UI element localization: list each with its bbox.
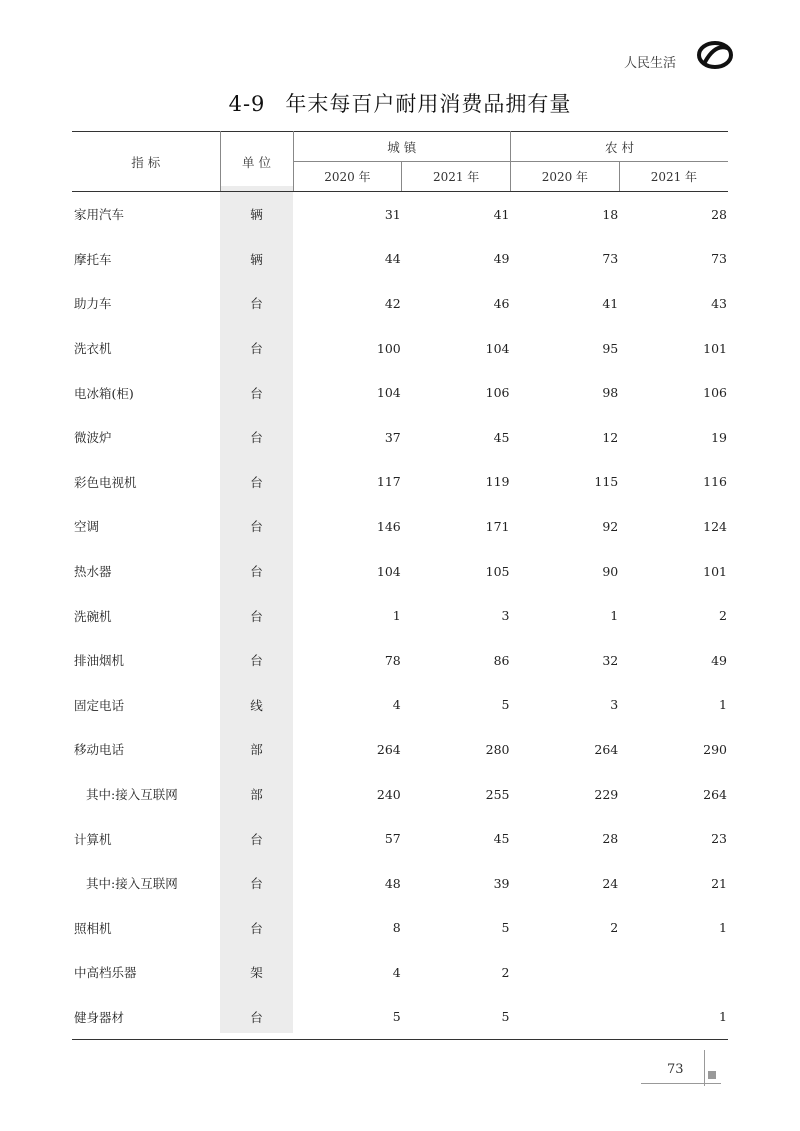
cell-rural-2021: 21 [711,875,727,891]
cell-rural-2021: 2 [719,608,727,624]
cell-rural-2021: 101 [703,340,727,356]
table-title [0,88,800,118]
row-indicator: 计算机 [74,831,112,847]
cell-urban-2020: 42 [384,295,401,311]
cell-urban-2021: 5 [501,697,510,713]
cell-rural-2021: 43 [711,295,727,311]
table-row [72,281,728,326]
row-indicator: 洗衣机 [74,341,112,357]
header-urban: 城 镇 [293,132,511,162]
table-row [72,504,728,549]
cell-rural-2021: 290 [703,741,727,757]
cell-urban-2021: 49 [493,251,510,267]
cell-urban-2020: 57 [384,831,401,847]
row-indicator: 其中:接入互联网 [86,787,178,803]
table-title-text: 年末每百户耐用消费品拥有量 [285,92,572,116]
table-row [72,995,728,1040]
cell-urban-2020: 78 [384,652,401,668]
cell-urban-2021: 45 [493,429,510,445]
cell-rural-2020: 115 [594,474,619,490]
cell-rural-2020: 41 [602,295,619,311]
cell-urban-2021: 105 [485,563,510,579]
cell-rural-2021: 19 [711,429,727,445]
cell-rural-2020: 12 [602,429,619,445]
cell-urban-2021: 3 [501,608,510,624]
row-indicator: 彩色电视机 [74,474,137,490]
table-row [72,906,728,951]
row-indicator: 移动电话 [74,742,125,758]
cell-urban-2020: 4 [392,697,401,713]
section-label: 人民生活 [624,56,677,71]
cell-urban-2020: 264 [376,741,401,757]
cell-urban-2021: 86 [493,652,510,668]
cell-urban-2021: 46 [493,295,510,311]
row-unit: 台 [250,653,263,669]
cell-urban-2020: 146 [376,518,401,534]
cell-urban-2021: 255 [485,786,510,802]
row-unit: 辆 [250,207,263,223]
table-row [72,549,728,594]
row-unit: 台 [250,474,263,490]
header-rural-2020: 2020 年 [511,162,620,192]
row-indicator: 空调 [74,519,100,535]
cell-rural-2020: 95 [602,340,619,356]
row-indicator: 中高档乐器 [74,965,137,981]
row-indicator: 排油烟机 [74,653,125,669]
row-indicator: 家用汽车 [74,207,125,223]
cell-rural-2020: 28 [602,831,619,847]
cell-rural-2020 [511,995,620,1040]
table-row [72,326,728,371]
row-unit: 部 [250,742,263,758]
cell-rural-2021: 1 [619,995,728,1040]
cell-urban-2020: 44 [384,251,401,267]
cell-urban-2021: 5 [402,995,511,1040]
footer-square-mark [708,1071,716,1079]
page-number: 73 [667,1062,684,1077]
cell-rural-2020: 229 [594,786,619,802]
cell-urban-2020: 31 [384,206,401,222]
cell-rural-2021: 28 [711,206,727,222]
cell-urban-2020: 4 [392,964,401,980]
cell-rural-2021: 116 [703,474,727,490]
table-number: 4-9 [228,92,266,116]
cell-urban-2020: 104 [376,385,401,401]
cell-urban-2020: 8 [392,920,401,936]
cell-rural-2021: 73 [711,251,727,267]
cell-rural-2021: 124 [703,518,727,534]
row-indicator: 健身器材 [72,995,220,1040]
header-rural: 农 村 [511,132,729,162]
header-indicator: 指 标 [72,132,220,192]
cell-rural-2020: 18 [602,206,619,222]
row-indicator: 其中:接入互联网 [86,876,178,892]
cell-rural-2021 [619,950,728,995]
yearbook-logo-icon [697,40,733,70]
footer-divider-horizontal [641,1083,721,1084]
table-row [72,816,728,861]
row-unit: 台 [250,920,263,936]
row-unit: 辆 [250,251,263,267]
cell-rural-2021: 101 [703,563,727,579]
table-row [72,460,728,505]
table-row [72,370,728,415]
table-row [72,772,728,817]
header-unit: 单 位 [220,132,293,192]
cell-urban-2021: 41 [493,206,510,222]
cell-rural-2020 [511,950,620,995]
table-row [72,727,728,772]
row-indicator: 热水器 [74,564,112,580]
data-table-container [72,131,728,1040]
row-unit: 台 [250,519,263,535]
table-row [72,237,728,282]
cell-rural-2021: 1 [719,920,727,936]
row-unit: 线 [250,697,263,713]
cell-urban-2020: 117 [376,474,401,490]
row-unit: 台 [250,831,263,847]
footer-divider-vertical [704,1050,705,1086]
cell-rural-2020: 264 [594,741,619,757]
cell-urban-2021: 5 [501,920,510,936]
cell-rural-2021: 106 [703,385,727,401]
row-unit: 台 [250,296,263,312]
cell-rural-2020: 1 [610,608,619,624]
table-row [72,950,728,995]
cell-urban-2021: 106 [485,385,510,401]
row-indicator: 微波炉 [74,430,112,446]
row-unit: 台 [250,341,263,357]
row-indicator: 助力车 [74,296,112,312]
cell-urban-2020: 240 [376,786,401,802]
cell-rural-2020: 24 [602,875,619,891]
row-indicator: 摩托车 [74,251,112,267]
cell-rural-2021: 264 [703,786,727,802]
cell-urban-2020: 48 [384,875,401,891]
cell-urban-2021: 104 [485,340,510,356]
cell-urban-2020: 104 [376,563,401,579]
row-indicator: 照相机 [74,920,112,936]
table-row [72,861,728,906]
cell-rural-2020: 92 [602,518,619,534]
cell-urban-2021: 39 [493,875,510,891]
cell-urban-2020: 1 [392,608,401,624]
header-rural-2021: 2021 年 [619,162,728,192]
table-row [72,192,728,237]
cell-rural-2020: 73 [602,251,619,267]
row-indicator: 电冰箱(柜) [74,385,134,401]
cell-urban-2020: 100 [376,340,401,356]
cell-rural-2020: 98 [602,385,619,401]
row-unit: 台 [250,385,263,401]
table-row [72,593,728,638]
row-unit: 台 [250,876,263,892]
row-unit: 部 [250,787,263,803]
cell-rural-2020: 2 [610,920,619,936]
table-row [72,638,728,683]
cell-urban-2021: 280 [485,741,510,757]
cell-urban-2021: 2 [501,964,510,980]
header-urban-2021: 2021 年 [402,162,511,192]
row-unit: 台 [250,608,263,624]
table-row [72,683,728,728]
row-unit: 台 [250,430,263,446]
row-unit: 台 [220,995,293,1040]
cell-urban-2021: 171 [485,518,510,534]
cell-rural-2021: 23 [711,831,727,847]
cell-rural-2020: 3 [610,697,619,713]
cell-urban-2020: 37 [384,429,401,445]
header-urban-2020: 2020 年 [293,162,402,192]
cell-rural-2020: 32 [602,652,619,668]
row-unit: 架 [250,965,263,981]
durable-goods-table [72,131,728,1040]
row-indicator: 固定电话 [74,697,125,713]
cell-urban-2021: 119 [485,474,510,490]
row-unit: 台 [250,564,263,580]
row-indicator: 洗碗机 [74,608,112,624]
cell-rural-2021: 1 [719,697,727,713]
cell-urban-2020: 5 [293,995,402,1040]
cell-rural-2020: 90 [602,563,619,579]
cell-urban-2021: 45 [493,831,510,847]
table-row [72,415,728,460]
cell-rural-2021: 49 [711,652,727,668]
